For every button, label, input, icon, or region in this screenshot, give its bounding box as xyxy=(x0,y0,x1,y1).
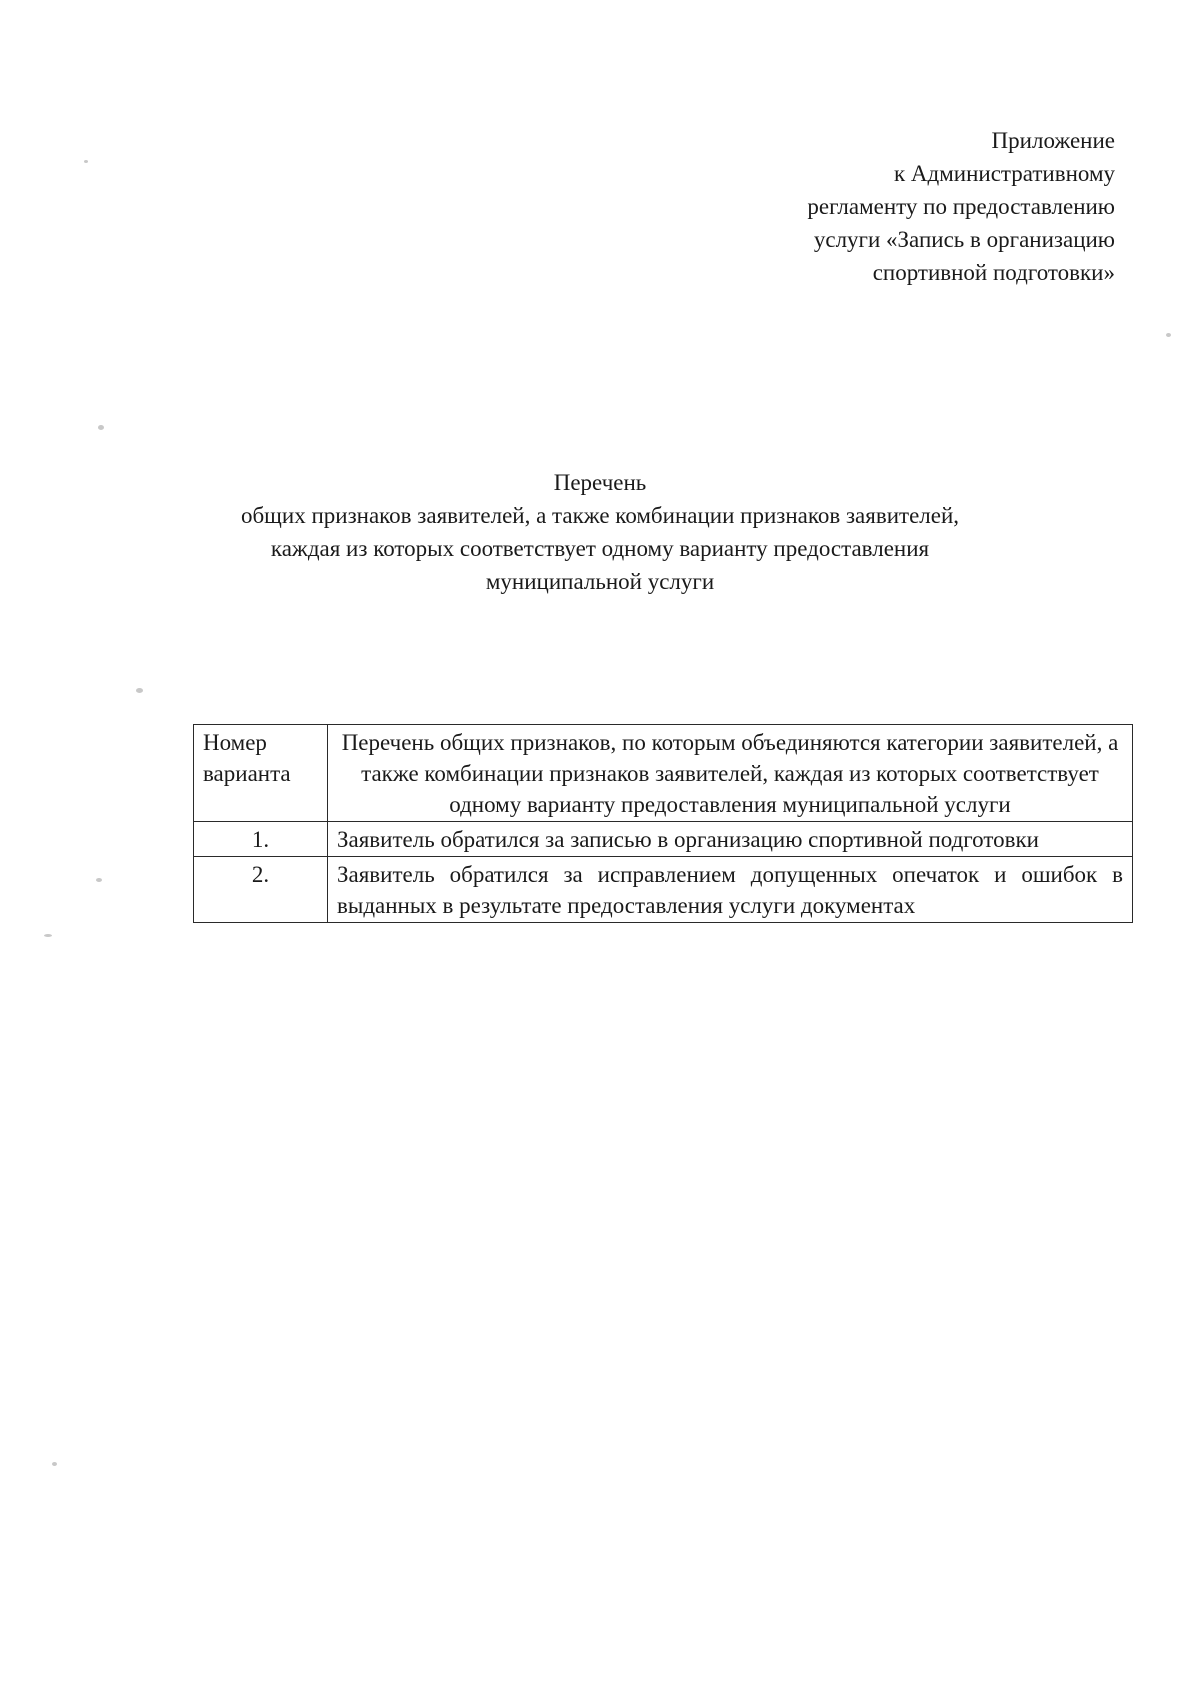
row-description: Заявитель обратился за записью в организацию спортивной подготовки xyxy=(328,822,1133,857)
table-header-row xyxy=(194,725,1133,822)
variants-table xyxy=(193,724,1133,923)
scan-speck xyxy=(44,934,52,937)
title-line: Перечень xyxy=(553,470,647,495)
document-title xyxy=(150,466,1050,598)
appendix-note xyxy=(660,124,1115,289)
title-line: каждая из которых соответствует одному варианту предоставления xyxy=(270,536,930,561)
appendix-line: регламенту по предоставлению xyxy=(807,194,1115,219)
header-description: Перечень общих признаков, по которым объединяются категории заявителей, а также комбинации признаков заявителей, каждая из которых соответствует одному варианту предоставления муниципальной услуги xyxy=(328,725,1133,822)
scan-speck xyxy=(52,1462,57,1466)
row-number: 2. xyxy=(194,857,328,923)
appendix-line: Приложение xyxy=(991,128,1115,153)
scan-speck xyxy=(136,688,143,693)
table-row xyxy=(194,822,1133,857)
title-line: общих признаков заявителей, а также комбинации признаков заявителей, xyxy=(240,503,960,528)
row-description: Заявитель обратился за исправлением допущенных опечаток и ошибок в выданных в результате предоставления услуги документах xyxy=(328,857,1133,923)
appendix-line: спортивной подготовки» xyxy=(872,260,1115,285)
appendix-line: услуги «Запись в организацию xyxy=(813,227,1115,252)
scan-speck xyxy=(98,425,104,430)
scan-speck xyxy=(84,160,88,163)
header-number: Номер варианта xyxy=(194,725,328,822)
title-line: муниципальной услуги xyxy=(485,569,715,594)
scan-speck xyxy=(96,878,102,882)
row-number: 1. xyxy=(194,822,328,857)
scan-speck xyxy=(1166,333,1171,337)
table-row xyxy=(194,857,1133,923)
appendix-line: к Административному xyxy=(893,161,1115,186)
